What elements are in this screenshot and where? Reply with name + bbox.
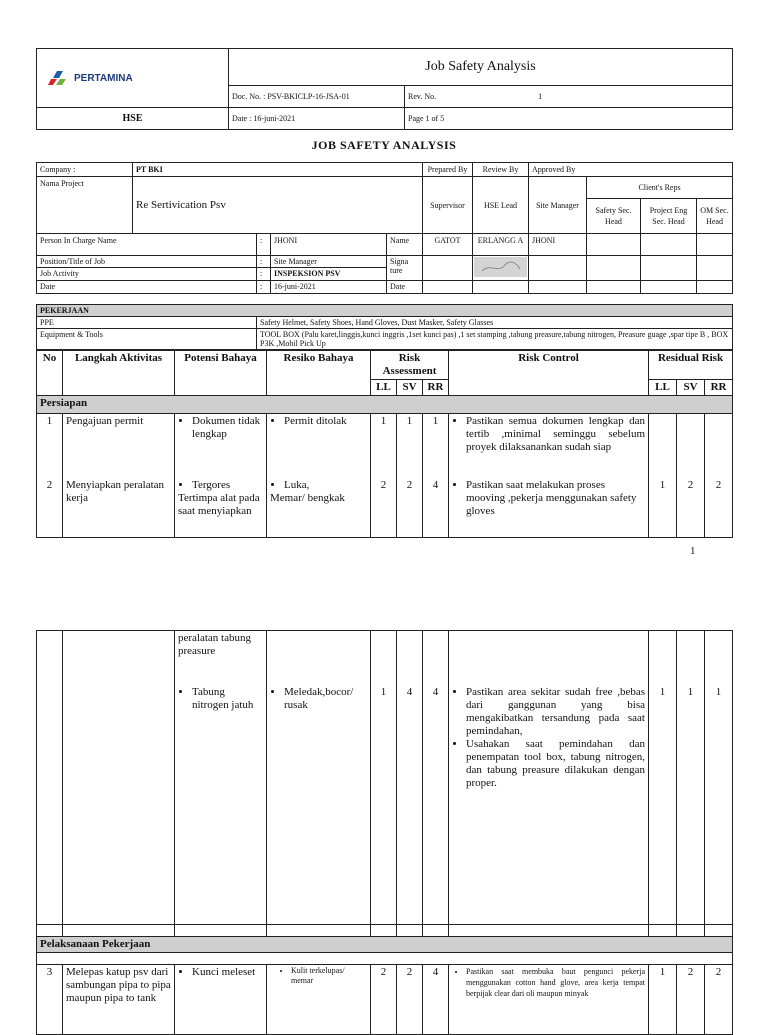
row-no: 2 xyxy=(37,478,63,538)
section-pelaksanaan: Pelaksanaan Pekerjaan xyxy=(37,937,733,953)
col-residual-rr: RR xyxy=(705,380,733,396)
job-activity-value: INSPEKSION PSV xyxy=(271,268,387,281)
row-rr: 1 xyxy=(423,414,449,478)
main-title: JOB SAFETY ANALYSIS xyxy=(311,138,457,152)
company-logo-text: PERTAMINA xyxy=(74,72,133,84)
col-potensi: Potensi Bahaya xyxy=(175,351,267,396)
date-label: Date xyxy=(37,281,257,294)
revision-cell xyxy=(405,85,733,107)
document-header xyxy=(36,48,733,130)
hse-lead-label: HSE Lead xyxy=(473,177,529,234)
row-potensi: • Dokumen tidak lengkap xyxy=(175,414,267,478)
row-potensi: • Kunci meleset xyxy=(175,965,267,1035)
row-ll: 1 xyxy=(371,631,397,925)
prepared-by-label: Prepared By xyxy=(423,163,473,177)
col-risk-assessment: Risk Assessment xyxy=(371,351,449,380)
page-number: 1 xyxy=(690,545,696,557)
row-residual-rr: 2 xyxy=(705,965,733,1035)
doc-number: Doc. No. : PSV-BKICLP-16-JSA-01 xyxy=(229,85,405,107)
company-value: PT BKI xyxy=(133,163,423,177)
pic-value: JHONI xyxy=(271,234,387,256)
col-residual-risk: Residual Risk xyxy=(649,351,733,380)
col-ll: LL xyxy=(371,380,397,396)
position-label: Position/Title of Job xyxy=(37,256,257,268)
header-title: Job Safety Analysis xyxy=(229,49,733,86)
approved-by-label: Approved By xyxy=(529,163,733,177)
table-row xyxy=(37,478,733,538)
row-potensi: • Tergores Tertimpa alat pada saat menyiapkan xyxy=(175,478,267,538)
row-ll: 2 xyxy=(371,478,397,538)
pertamina-logo-icon xyxy=(48,70,70,86)
ppe-label: PPE xyxy=(37,317,257,329)
row-control: • Pastikan saat membuka baut pengunci pekerja menggunakan cotton hand glove, area kerja tempat berpijak clear dari oli maupun minyak xyxy=(449,965,649,1035)
row-rr: 4 xyxy=(423,965,449,1035)
row-resiko: • Permit ditolak xyxy=(267,414,371,478)
name-label: Name xyxy=(387,234,423,256)
project-eng-sec-head-label: Project Eng Sec. Head xyxy=(641,199,697,234)
row-residual-ll: 1 xyxy=(649,631,677,925)
work-table xyxy=(36,304,733,350)
position-value: Site Manager xyxy=(271,256,387,268)
row-residual-rr: 1 xyxy=(705,631,733,925)
row-rr: 4 xyxy=(423,478,449,538)
nama-project-label: Nama Project xyxy=(37,177,133,234)
row-sv: 1 xyxy=(397,414,423,478)
row-ll: 1 xyxy=(371,414,397,478)
row-resiko: • Meledak,bocor/ rusak xyxy=(267,631,371,925)
jsa-table xyxy=(36,350,733,538)
rev-value: 1 xyxy=(538,91,543,101)
row-rr: 4 xyxy=(423,631,449,925)
row-resiko: • Luka, Memar/ bengkak xyxy=(267,478,371,538)
row-langkah: Pengajuan permit xyxy=(63,414,175,478)
row-residual-sv: 1 xyxy=(677,631,705,925)
row-langkah: Melepas katup psv dari sambungan pipa to pipa maupun pipa to tank xyxy=(63,965,175,1035)
supervisor-name: GATOT xyxy=(423,234,473,256)
row-ll: 2 xyxy=(371,965,397,1035)
row-sv: 2 xyxy=(397,478,423,538)
row-sv: 4 xyxy=(397,631,423,925)
col-sv: SV xyxy=(397,380,423,396)
signature-label: Signa ture xyxy=(387,256,423,281)
row-control: • Pastikan saat melakukan proses mooving ,pekerja menggunakan safety gloves xyxy=(449,478,649,538)
row-control: • Pastikan semua dokumen lengkap dan tertib ,minimal seminggu sebelum proyek dilaksanankan sudah siap xyxy=(449,414,649,478)
col-resiko: Resiko Bahaya xyxy=(267,351,371,396)
row-langkah: Menyiapkan peralatan kerja xyxy=(63,478,175,538)
row-sv: 2 xyxy=(397,965,423,1035)
row-residual-sv: 2 xyxy=(677,478,705,538)
date-value: 16-juni-2021 xyxy=(271,281,387,294)
col-rr: RR xyxy=(423,380,449,396)
date-colon: : xyxy=(257,281,271,294)
pekerjaan-label: PEKERJAAN xyxy=(37,305,733,317)
row-resiko: • Kulit terkelupas/ memar xyxy=(267,965,371,1035)
row-residual-ll: 1 xyxy=(649,478,677,538)
row-no: 3 xyxy=(37,965,63,1035)
section-persiapan: Persiapan xyxy=(37,396,733,414)
col-risk-control: Risk Control xyxy=(449,351,649,396)
col-residual-sv: SV xyxy=(677,380,705,396)
pic-colon: : xyxy=(257,234,271,256)
table-row xyxy=(37,631,733,925)
om-sec-head-label: OM Sec. Head xyxy=(697,199,733,234)
table-row xyxy=(37,965,733,1035)
site-manager-name: JHONI xyxy=(529,234,587,256)
job-activity-label: Job Activity xyxy=(37,268,257,281)
site-manager-label: Site Manager xyxy=(529,177,587,234)
row-no: 1 xyxy=(37,414,63,478)
row-control: • Pastikan area sekitar sudah free ,bebas dari ganggunan yang bisa mengakibatkan tersandung pada saat pemindahan, • Usahakan saat pemindahan dan penempatan tool box, tabung nitrogen, dan tabung preasure dilakukan dengan proper. xyxy=(449,631,649,925)
clients-reps-label: Client's Reps xyxy=(587,177,733,199)
pic-label: Person In Charge Name xyxy=(37,234,257,256)
rev-label: Rev. No. xyxy=(408,91,437,101)
info-table xyxy=(36,162,733,294)
signature-image xyxy=(473,256,529,281)
safety-sec-head-label: Safety Sec. Head xyxy=(587,199,641,234)
jsa-table-continued xyxy=(36,630,733,1035)
hse-name: ERLANGG A xyxy=(473,234,529,256)
col-residual-ll: LL xyxy=(649,380,677,396)
table-row xyxy=(37,414,733,478)
tools-value: TOOL BOX (Palu karet,linggis,kunci inggris ,1set kunci pas) ,1 set stamping ,tabung preasure,tabung nitrogen, Preasure guage ,spar tipe B , BOX P3K ,Mobil Pick Up xyxy=(257,329,733,350)
dept-label: HSE xyxy=(37,108,229,130)
review-by-label: Review By xyxy=(473,163,529,177)
row-potensi: peralatan tabung preasure • Tabung nitrogen jatuh xyxy=(175,631,267,925)
ppe-value: Safety Helmet, Safety Shoes, Hand Gloves, Dust Masker, Safety Glasses xyxy=(257,317,733,329)
page-indicator: Page 1 of 5 xyxy=(405,108,733,130)
date-label-2: Date xyxy=(387,281,423,294)
header-date: Date : 16-juni-2021 xyxy=(229,108,405,130)
row-residual-rr: 2 xyxy=(705,478,733,538)
signature-scribble-icon xyxy=(476,257,526,277)
col-langkah: Langkah Aktivitas xyxy=(63,351,175,396)
job-activity-colon: : xyxy=(257,268,271,281)
tools-label: Equipment & Tools xyxy=(37,329,257,350)
logo-cell xyxy=(37,49,229,108)
nama-project-value: Re Sertivication Psv xyxy=(133,177,423,234)
col-no: No xyxy=(37,351,63,396)
company-label: Company : xyxy=(37,163,133,177)
supervisor-label: Supervisor xyxy=(423,177,473,234)
row-residual-sv: 2 xyxy=(677,965,705,1035)
row-residual-ll: 1 xyxy=(649,965,677,1035)
position-colon: : xyxy=(257,256,271,268)
